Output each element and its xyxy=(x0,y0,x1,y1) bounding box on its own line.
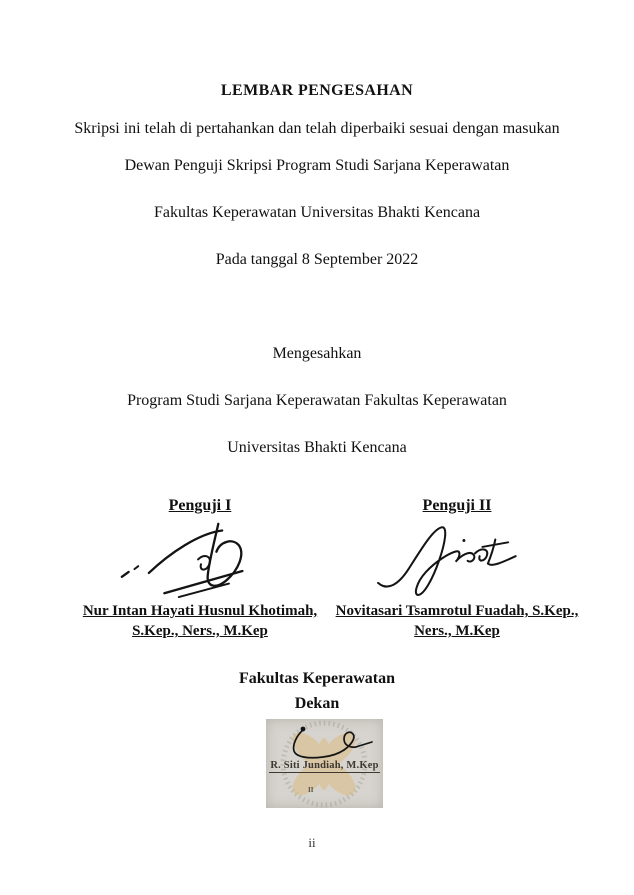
endorsement-line-3: Universitas Bhakti Kencana xyxy=(227,439,407,456)
examiner-1-name-line2: S.Kep., Ners., M.Kep xyxy=(132,623,268,639)
examiner-1-column xyxy=(70,496,330,666)
examiner-1-role-label: Penguji I xyxy=(168,497,232,514)
dean-title-label: Dekan xyxy=(294,695,340,712)
endorsement-line-2: Program Studi Sarjana Keperawatan Fakultas Keperawatan xyxy=(127,392,507,409)
examiner-2-role-label: Penguji II xyxy=(422,497,492,514)
examiner-2-column xyxy=(327,496,587,666)
endorsement-line-1: Mengesahkan xyxy=(272,345,362,362)
dean-name: R. Siti Jundiah, M.Kep xyxy=(270,760,379,771)
dean-stamp-mark: II xyxy=(308,786,314,794)
intro-line-3: Fakultas Keperawatan Universitas Bhakti Kencana xyxy=(153,204,481,221)
dean-stamp-photo xyxy=(266,719,383,808)
examiner-1-signature-image xyxy=(70,516,330,600)
dean-faculty-label: Fakultas Keperawatan xyxy=(239,670,395,687)
intro-line-4: Pada tanggal 8 September 2022 xyxy=(215,251,419,268)
page-number: ii xyxy=(308,835,316,850)
examiner-1-name xyxy=(60,601,340,641)
examiner-2-signature-image xyxy=(327,516,587,600)
examiner-1-name-line1: Nur Intan Hayati Husnul Khotimah, xyxy=(82,603,318,619)
examiner-2-name-line1: Novitasari Tsamrotul Fuadah, S.Kep., xyxy=(335,603,579,619)
examiner-2-name-line2: Ners., M.Kep xyxy=(414,623,500,639)
page-title: LEMBAR PENGESAHAN xyxy=(220,82,414,99)
intro-line-2: Dewan Penguji Skripsi Program Studi Sarjana Keperawatan xyxy=(124,157,510,174)
intro-line-1: Skripsi ini telah di pertahankan dan telah diperbaiki sesuai dengan masukan xyxy=(74,120,560,137)
examiner-2-name xyxy=(317,601,597,641)
